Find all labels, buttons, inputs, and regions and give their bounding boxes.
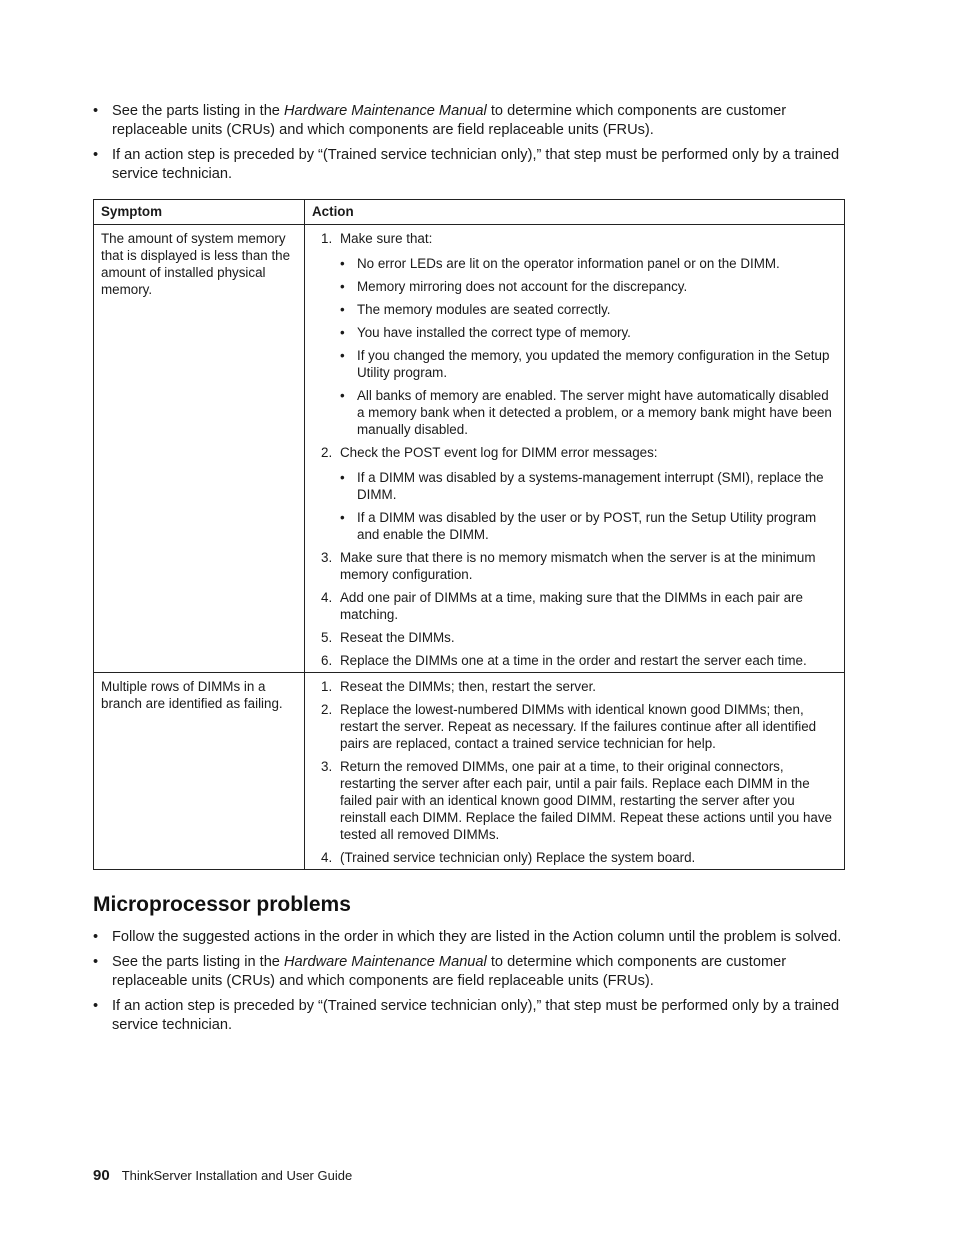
action-steps: [321, 678, 837, 866]
section-bullet-list: [93, 928, 845, 1035]
step-number: 1.: [321, 679, 333, 694]
sub-item: • All banks of memory are enabled. The server might have automatically disabled a memory bank when it detected a problem, or a memory bank might have been manually disabled.: [340, 387, 837, 438]
section-bullet: • If an action step is preceded by “(Trained service technician only),” that step must be performed only by a trained service technician.: [93, 997, 845, 1035]
action-step: [321, 230, 837, 438]
step-text: Return the removed DIMMs, one pair at a time, to their original connectors, restarting the server after each pair, until a pair fails. Replace each DIMM in the failed pair with an identical known good DIMM, restarting the server after you reinstall each DIMM. Replace the failed DIMM. Repeat these actions until you have tested all removed DIMMs.: [340, 759, 832, 842]
intro-bullet: • If an action step is preceded by “(Trained service technician only),” that step must be performed only by a trained service technician.: [93, 146, 845, 184]
step-number: 1.: [321, 231, 333, 246]
action-steps: [321, 230, 837, 669]
troubleshooting-table: [93, 199, 845, 870]
step-number: 3.: [321, 550, 333, 565]
symptom-cell: Multiple rows of DIMMs in a branch are identified as failing.: [94, 673, 305, 870]
action-step: [321, 589, 837, 623]
action-cell: [305, 673, 845, 870]
action-cell: [305, 225, 845, 673]
step-sub-list: [340, 255, 837, 438]
action-step: [321, 678, 837, 695]
symptom-column-header: Symptom: [94, 200, 305, 225]
step-number: 4.: [321, 590, 333, 605]
step-text: Make sure that:: [340, 231, 433, 246]
action-step: [321, 444, 837, 543]
footer-title: ThinkServer Installation and User Guide: [121, 1168, 353, 1183]
action-step: [321, 652, 837, 669]
section-bullet: • Follow the suggested actions in the order in which they are listed in the Action column until the problem is solved.: [93, 928, 845, 947]
sub-item: • If a DIMM was disabled by the user or by POST, run the Setup Utility program and enable the DIMM.: [340, 509, 837, 543]
action-step: [321, 629, 837, 646]
sub-item: • The memory modules are seated correctly.: [340, 301, 837, 318]
table-row: [94, 225, 845, 673]
sub-item: • You have installed the correct type of memory.: [340, 324, 837, 341]
page-footer: [93, 1167, 352, 1185]
step-text: Reseat the DIMMs.: [340, 630, 455, 645]
step-number: 4.: [321, 850, 333, 865]
action-step: [321, 849, 837, 866]
step-text: Check the POST event log for DIMM error messages:: [340, 445, 658, 460]
step-number: 2.: [321, 702, 333, 717]
step-number: 5.: [321, 630, 333, 645]
table-header-row: [94, 200, 845, 225]
section-bullet: • See the parts listing in the Hardware Maintenance Manual to determine which components are customer replaceable units (CRUs) and which components are field replaceable units (FRUs).: [93, 953, 845, 991]
action-step: [321, 701, 837, 752]
action-step: [321, 549, 837, 583]
action-column-header: Action: [305, 200, 845, 225]
step-text: Replace the lowest-numbered DIMMs with identical known good DIMMs; then, restart the server. Repeat as necessary. If the failures continue after all identified pairs are replaced, contact a trained service technician for help.: [340, 702, 817, 751]
section-heading: Microprocessor problems: [93, 893, 351, 916]
intro-bullet: • See the parts listing in the Hardware Maintenance Manual to determine which components are customer replaceable units (CRUs) and which components are field replaceable units (FRUs).: [93, 102, 845, 140]
sub-item: • If a DIMM was disabled by a systems-management interrupt (SMI), replace the DIMM.: [340, 469, 837, 503]
page-number: 90: [93, 1167, 110, 1184]
intro-bullet-list: [93, 102, 845, 184]
step-text: Replace the DIMMs one at a time in the order and restart the server each time.: [340, 653, 807, 668]
step-text: Make sure that there is no memory mismatch when the server is at the minimum memory configuration.: [340, 550, 816, 582]
symptom-cell: The amount of system memory that is displayed is less than the amount of installed physical memory.: [94, 225, 305, 673]
step-text: (Trained service technician only) Replace the system board.: [340, 850, 696, 865]
sub-item: • No error LEDs are lit on the operator information panel or on the DIMM.: [340, 255, 837, 272]
sub-item: • Memory mirroring does not account for the discrepancy.: [340, 278, 837, 295]
action-step: [321, 758, 837, 843]
step-sub-list: [340, 469, 837, 543]
sub-item: • If you changed the memory, you updated the memory configuration in the Setup Utility program.: [340, 347, 837, 381]
step-number: 6.: [321, 653, 333, 668]
table-row: [94, 673, 845, 870]
step-text: Add one pair of DIMMs at a time, making sure that the DIMMs in each pair are matching.: [340, 590, 803, 622]
step-number: 2.: [321, 445, 333, 460]
step-number: 3.: [321, 759, 333, 774]
step-text: Reseat the DIMMs; then, restart the server.: [340, 679, 597, 694]
